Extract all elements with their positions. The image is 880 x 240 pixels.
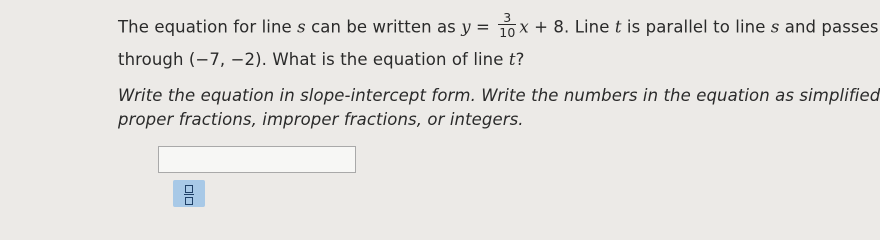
equals-sign: = [470, 17, 496, 37]
question-line-2 [118, 50, 524, 69]
instruction-line-2: proper fractions, improper fractions, or integers. [118, 110, 524, 129]
fraction-button[interactable] [173, 180, 205, 207]
variable-t: t [508, 50, 516, 69]
intercept-term: + 8 [528, 17, 565, 37]
variable-x: x [519, 17, 529, 37]
question-text: ? [515, 50, 525, 69]
question-text: and passes [779, 17, 879, 37]
variable-y: y [461, 17, 471, 37]
fraction-numerator: 3 [503, 10, 512, 25]
variable-t: t [614, 17, 622, 37]
question-text: The equation for line [118, 17, 298, 37]
answer-input[interactable] [158, 146, 356, 173]
question-text: can be written as [305, 17, 462, 37]
slope-fraction [498, 11, 516, 39]
fraction-denominator: 10 [499, 25, 516, 40]
question-text: . Line [564, 17, 615, 37]
instruction-line-1: Write the equation in slope-intercept form. Write the numbers in the equation as simplified [118, 86, 880, 105]
question-text: is parallel to line [621, 17, 771, 37]
variable-s: s [770, 17, 780, 37]
fraction-icon [184, 184, 194, 204]
variable-s: s [297, 17, 306, 37]
question-line-1 [118, 10, 879, 42]
question-text: through (−7, −2). What is the equation of line [118, 50, 509, 69]
